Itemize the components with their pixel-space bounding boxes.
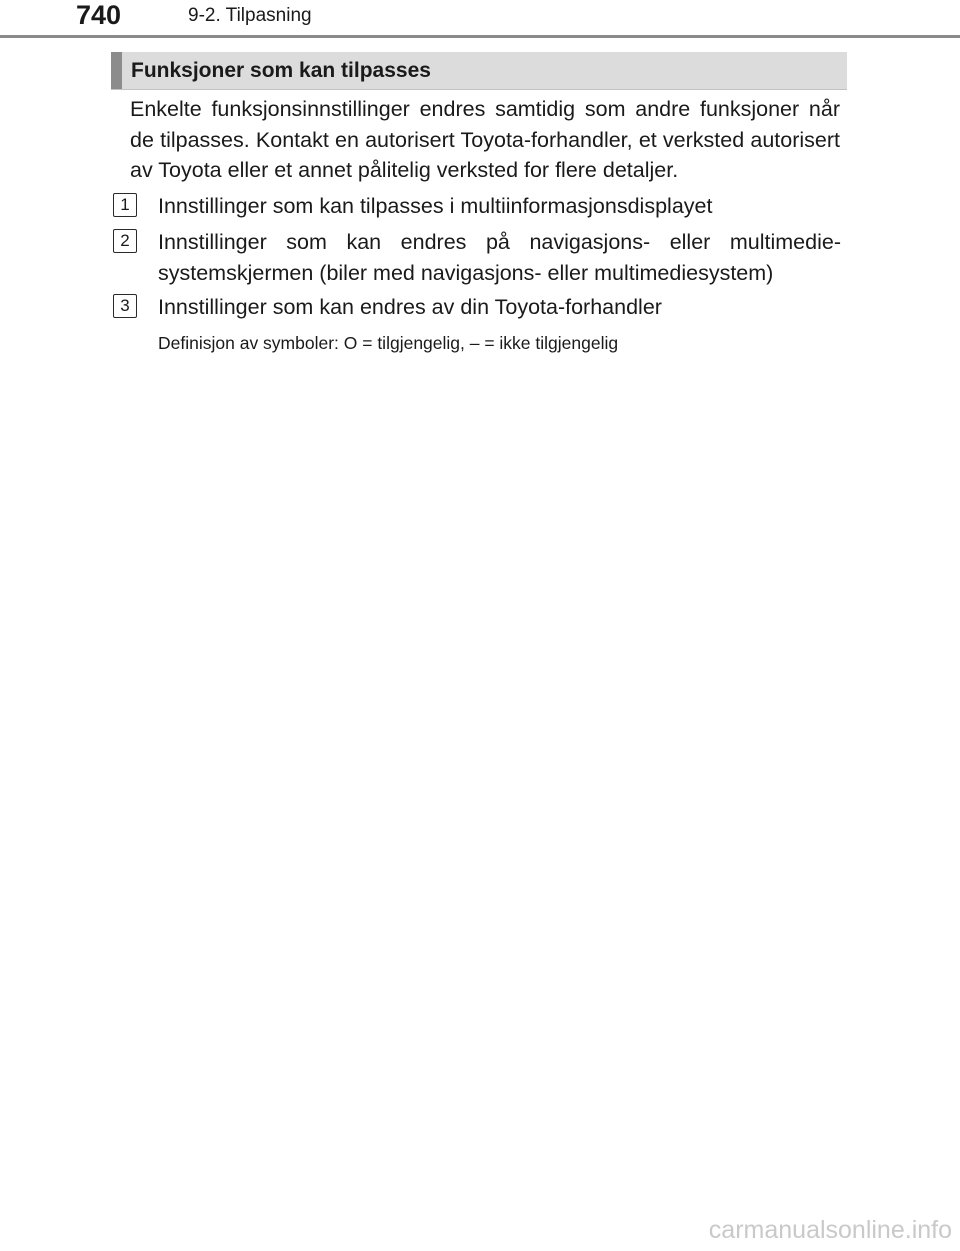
header-divider: [0, 35, 960, 38]
intro-paragraph: Enkelte funksjonsinnstillinger endres samtidig som andre funksjoner når de tilpasses. Kontakt en autorisert Toyota-forhandler, et verksted autorisert av Toyota eller et annet pålitelig verksted for flere detaljer.: [130, 97, 840, 182]
section-title: 9-2. Tilpasning: [188, 5, 312, 26]
number-badge-icon: 1: [113, 193, 137, 217]
number-badge-icon: 2: [113, 229, 137, 253]
symbol-definition: Definisjon av symboler: O = tilgjengelig, – = ikke tilgjengelig: [158, 333, 619, 353]
page-number: 740: [76, 0, 122, 30]
section-heading-bar: [111, 52, 847, 90]
list-item-text: Innstillinger som kan endres på navigasjons- eller multimedie-systemskjermen (biler med navigasjons- eller multimediesystem): [158, 230, 841, 285]
list-item: [113, 227, 841, 288]
heading-accent-bar: [111, 52, 122, 89]
section-heading: Funksjoner som kan tilpasses: [131, 59, 431, 82]
list-item: [113, 191, 841, 222]
number-badge-icon: 3: [113, 294, 137, 318]
watermark-text: carmanualsonline.info: [708, 1216, 952, 1244]
list-item: [113, 292, 841, 323]
list-item-text: Innstillinger som kan tilpasses i multiinformasjonsdisplayet: [158, 194, 713, 218]
list-item-text: Innstillinger som kan endres av din Toyota-forhandler: [158, 295, 662, 319]
